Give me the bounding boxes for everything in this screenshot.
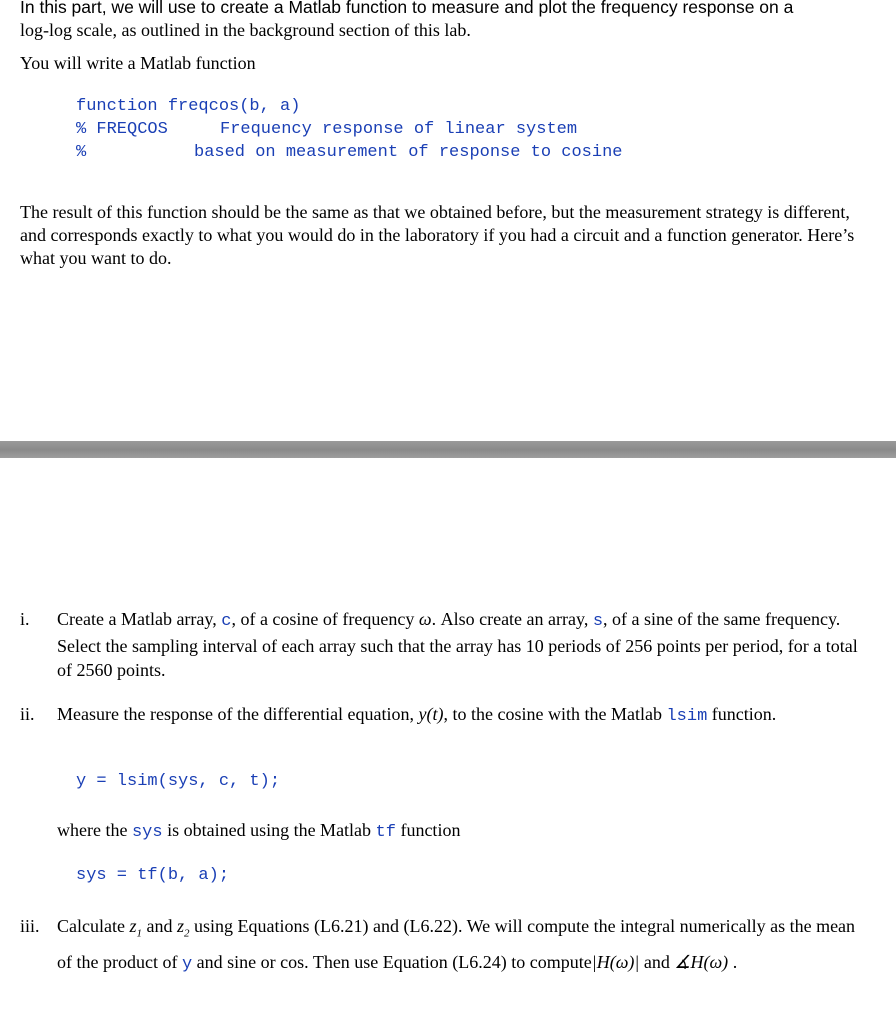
code-comment-freqcos: % FREQCOS: [76, 120, 168, 139]
code-sys: sys: [131, 823, 163, 842]
step-ii-text: [57, 702, 877, 729]
z2-letter: z: [176, 916, 184, 936]
z2-subscript: 2: [184, 927, 190, 940]
step-ii-text-a: Measure the response of the differential equation,: [57, 704, 419, 724]
z2-symbol: [176, 916, 190, 940]
step-iii-text-e: .: [728, 951, 738, 972]
code-s: s: [592, 612, 604, 631]
intro-line-2: log-log scale, as outlined in the background section of this lab.: [20, 20, 471, 40]
step-iii-and: and: [141, 916, 177, 936]
where-text-b: is obtained using the Matlab: [162, 820, 376, 840]
code-line-function-signature: function freqcos(b, a): [76, 97, 301, 116]
step-i-text-a: Create a Matlab array,: [57, 609, 222, 629]
step-i-text-c: . Also create an array,: [431, 609, 593, 629]
code-comment-percent: %: [76, 143, 87, 162]
step-iii-text-c: and sine or cos. Then use Equation (L6.24) to compute: [192, 951, 592, 972]
step-ii-text-c: function.: [707, 704, 777, 724]
result-paragraph: The result of this function should be the same as that we obtained before, but the measurement strategy is different, and corresponds exactly to what you would do in the laboratory if you had a circuit and a function generator. Here’s what you want to do.: [20, 202, 855, 268]
code-comment-based-on: based on measurement of response to cosine: [194, 143, 623, 162]
code-tf: tf: [375, 823, 396, 842]
step-ii-text-b: , to the cosine with the Matlab: [443, 704, 667, 724]
code-y: y: [181, 954, 193, 974]
z1-letter: z: [129, 916, 137, 936]
z1-symbol: [129, 916, 142, 940]
step-ii-number: ii.: [20, 704, 35, 724]
code-c: c: [221, 612, 232, 631]
omega-symbol: ω: [418, 609, 432, 629]
step-iii-text: [57, 912, 872, 979]
z1-subscript: 1: [136, 927, 142, 940]
step-iii-text-d: and: [639, 951, 675, 972]
step-iii-number: iii.: [20, 916, 40, 936]
step-i-text-b: , of a cosine of frequency: [231, 609, 419, 629]
step-iii-text-b: using Equations (L6.21) and (L6.22). We will compute the integral numerically as the mean of the product of: [57, 916, 856, 972]
step-iii-text-a: Calculate: [57, 916, 130, 936]
step-i-number: i.: [20, 609, 30, 629]
magnitude-h-omega: |H(ω)|: [591, 951, 640, 972]
step-ii-where-text: [57, 818, 877, 845]
angle-h-omega: ∡H(ω): [674, 951, 729, 972]
where-text-c: function: [395, 820, 461, 840]
write-function-line: You will write a Matlab function: [20, 53, 256, 73]
code-comment-frequency-response: Frequency response of linear system: [220, 120, 578, 139]
intro-line-1: In this part, we will use to create a Matlab function to measure and plot the frequency response on a: [20, 0, 794, 17]
code-lsim: lsim: [666, 707, 708, 726]
page-divider: [0, 441, 896, 458]
step-i-text-d: , of a sine of the same frequency. Select the sampling interval of each array such that the array has 10 periods of 256 points per period, for a total of 2560 points.: [57, 609, 858, 680]
y-of-t: y(t): [418, 704, 444, 724]
code-line-tf: sys = tf(b, a);: [76, 866, 230, 885]
where-text-a: where the: [57, 820, 132, 840]
code-line-lsim: y = lsim(sys, c, t);: [76, 772, 281, 791]
step-i-text: [57, 607, 877, 682]
